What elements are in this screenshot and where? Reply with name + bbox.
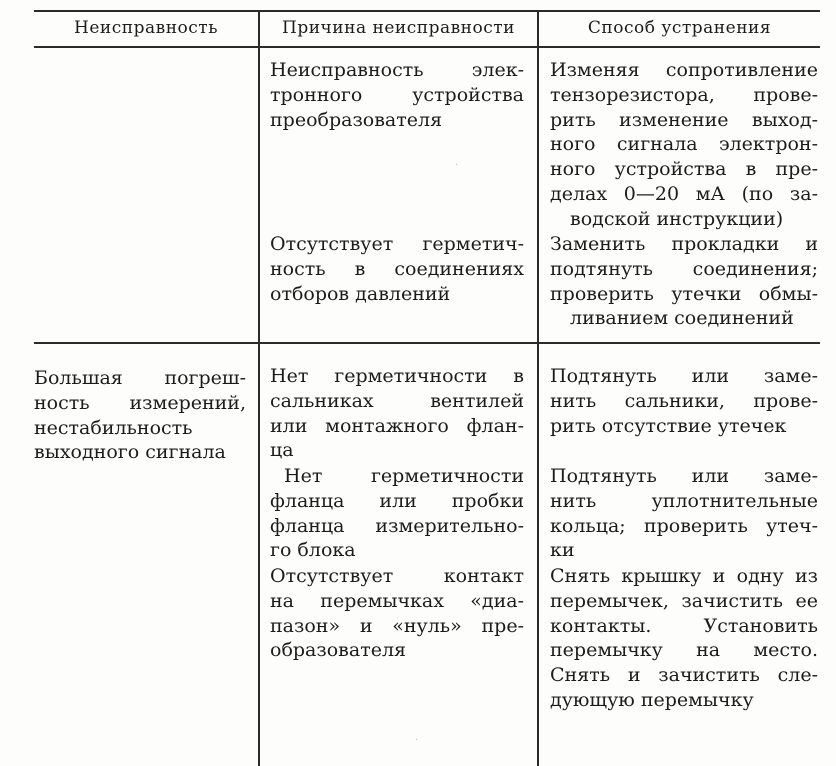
header-bottom-rule xyxy=(34,46,820,48)
remedy-cell xyxy=(550,564,818,713)
scan-speck: · xyxy=(455,160,459,171)
text-line: нить сальники, прове- xyxy=(550,389,818,412)
text-line: контакты. Установить xyxy=(550,614,818,637)
text-line: пазон» и «нуль» пре- xyxy=(270,614,524,637)
text-line: или монтажного флан- xyxy=(270,414,524,437)
header-fault: Неисправность xyxy=(74,18,218,38)
header-remedy: Способ устранения xyxy=(587,18,772,38)
text-line: Снять крышку и одну из xyxy=(550,565,818,587)
text-line: отборов давлений xyxy=(270,282,451,305)
text-line: фланца или пробки xyxy=(270,489,524,512)
text-line: подтянуть соединения; xyxy=(550,257,818,280)
text-line: преобразователя xyxy=(270,108,443,131)
text-line: Заменить прокладки и xyxy=(550,233,818,255)
scan-speck: · xyxy=(415,735,419,746)
text-line: ного устройства в пре- xyxy=(550,158,818,181)
text-line: кольца; проверить утеч- xyxy=(550,514,818,537)
text-line: ного сигнала электрон- xyxy=(550,133,818,156)
text-line: фланца измерительно- xyxy=(270,514,524,537)
text-line: тронного устройства xyxy=(270,83,524,106)
remedy-cell xyxy=(550,58,818,232)
text-line: дующую перемычку xyxy=(550,688,754,711)
text-line: ливанием соединений xyxy=(570,307,794,330)
text-line: ца xyxy=(270,439,294,462)
text-line: Снять и зачистить сле- xyxy=(550,664,818,687)
row-divider-rule xyxy=(34,342,820,344)
cause-cell xyxy=(270,364,524,463)
text-line: го блока xyxy=(270,539,356,562)
text-line: Изменяя сопротивление xyxy=(550,59,818,81)
text-line: ки xyxy=(550,539,575,562)
fault-cell xyxy=(34,366,246,465)
remedy-cell xyxy=(550,364,818,438)
column-divider-right xyxy=(537,48,539,766)
text-line: делах 0—20 мА (по за- xyxy=(550,182,818,205)
text-line: Неисправность элек- xyxy=(270,59,524,81)
text-line: перемычку на место. xyxy=(550,639,818,662)
cause-cell xyxy=(270,564,524,663)
cause-cell xyxy=(270,58,524,132)
text-line: Подтянуть или заме- xyxy=(550,365,818,387)
text-line: тензорезистора, прове- xyxy=(550,83,818,106)
text-line: нить уплотнительные xyxy=(550,489,818,512)
text-line: водской инструкции) xyxy=(570,207,784,230)
header-cause: Причина неисправности xyxy=(282,18,515,38)
text-line: рить отсутствие утечек xyxy=(550,414,787,437)
text-line: нестабильность xyxy=(34,416,193,439)
text-line: Нет герметичности в xyxy=(270,365,524,387)
text-line: проверить утечки обмы- xyxy=(550,282,818,305)
text-line: сальниках вентилей xyxy=(270,389,524,412)
text-line: Большая погреш- xyxy=(34,367,246,389)
text-line: перемычек, зачистить ее xyxy=(550,589,818,612)
column-divider-left xyxy=(258,48,260,766)
text-line: образователя xyxy=(270,639,407,662)
text-line: Нет герметичности xyxy=(284,465,524,487)
cause-cell xyxy=(270,232,524,306)
cause-cell xyxy=(270,464,524,563)
text-line: ность измерений, xyxy=(34,391,246,414)
text-line: Отсутствует герметич- xyxy=(270,233,524,255)
remedy-cell xyxy=(550,464,818,563)
text-line: Подтянуть или заме- xyxy=(550,465,818,487)
text-line: ность в соединениях xyxy=(270,257,524,280)
remedy-cell xyxy=(550,232,818,331)
text-line: Отсутствует контакт xyxy=(270,565,524,587)
text-line: на перемычках «диа- xyxy=(270,589,524,612)
text-line: рить изменение выход- xyxy=(550,108,818,131)
text-line: выходного сигнала xyxy=(34,441,226,464)
